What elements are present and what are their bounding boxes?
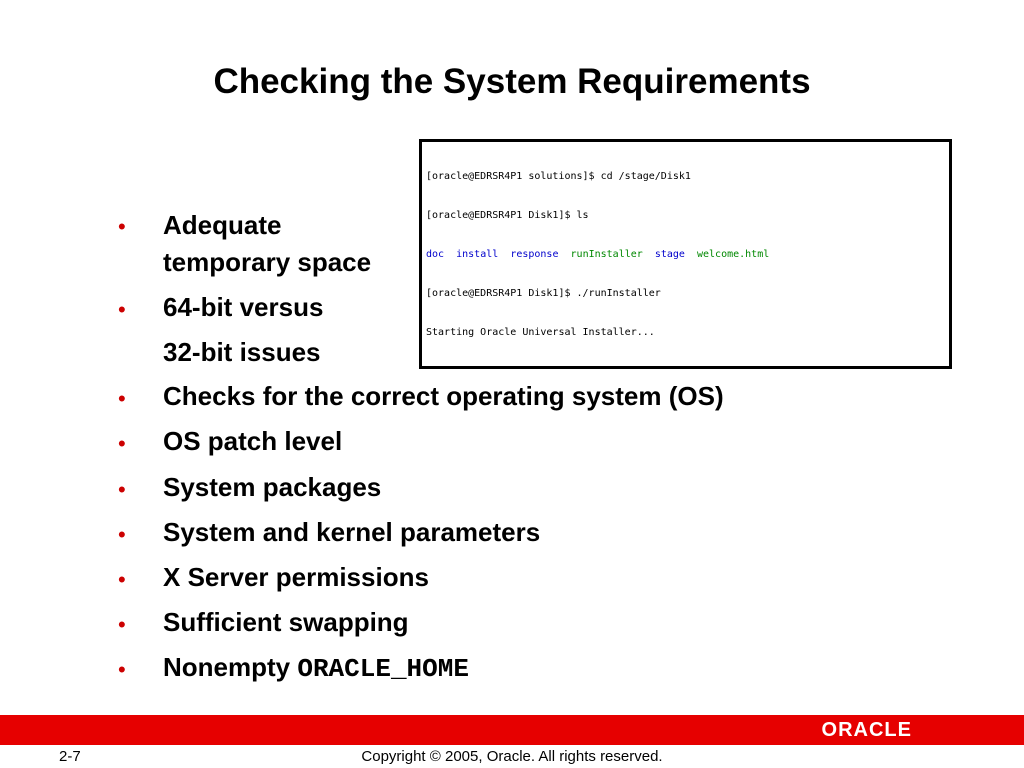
bullet-marker: • <box>118 214 126 239</box>
bullet-text: Checks for the correct operating system (OS) <box>163 381 724 411</box>
bullet-marker: • <box>118 431 126 456</box>
footer-bar <box>0 715 1024 745</box>
oracle-home-code: ORACLE_HOME <box>297 654 469 684</box>
oracle-logo: ORACLE <box>821 719 912 741</box>
bullet-marker: • <box>118 477 126 502</box>
bullet-marker: • <box>118 522 126 547</box>
bullet-marker: • <box>118 386 126 411</box>
slide-number: 2-7 <box>59 748 81 765</box>
ls-item-welcome: welcome.html <box>696 249 770 260</box>
bullet-marker: • <box>118 297 126 322</box>
terminal-ls-output <box>426 248 949 261</box>
bullet-text: Adequate <box>163 210 282 240</box>
terminal-line: Starting Oracle Universal Installer... <box>426 327 655 338</box>
terminal-line: [oracle@EDRSR4P1 Disk1]$ ./runInstaller <box>426 288 661 299</box>
copyright-text: Copyright © 2005, Oracle. All rights reserved. <box>361 748 663 765</box>
ls-item-response: response <box>510 249 559 260</box>
ls-item-stage: stage <box>654 249 685 260</box>
terminal-screenshot <box>419 139 952 369</box>
bullet-marker: • <box>118 567 126 592</box>
ls-item-runinstaller: runInstaller <box>570 249 643 260</box>
bullet-text-prefix: Nonempty <box>163 652 298 682</box>
bullet-text <box>163 652 469 684</box>
terminal-line: [oracle@EDRSR4P1 Disk1]$ ls <box>426 210 589 221</box>
bullet-text-continued: 32-bit issues <box>163 337 321 367</box>
bullet-text: OS patch level <box>163 426 343 456</box>
ls-item-doc: doc <box>426 249 445 260</box>
bullet-text: Sufficient swapping <box>163 607 409 637</box>
bullet-text-continued: temporary space <box>163 247 372 277</box>
bullet-text: System and kernel parameters <box>163 517 541 547</box>
terminal-line <box>426 365 949 369</box>
bullet-marker: • <box>118 612 126 637</box>
terminal-line: [oracle@EDRSR4P1 solutions]$ cd /stage/Disk1 <box>426 171 691 182</box>
bullet-text: System packages <box>163 472 382 502</box>
bullet-text: X Server permissions <box>163 562 429 592</box>
bullet-marker: • <box>118 657 126 682</box>
bullet-text: 64-bit versus <box>163 292 324 322</box>
slide-title: Checking the System Requirements <box>213 62 811 101</box>
ls-item-install: install <box>456 249 499 260</box>
